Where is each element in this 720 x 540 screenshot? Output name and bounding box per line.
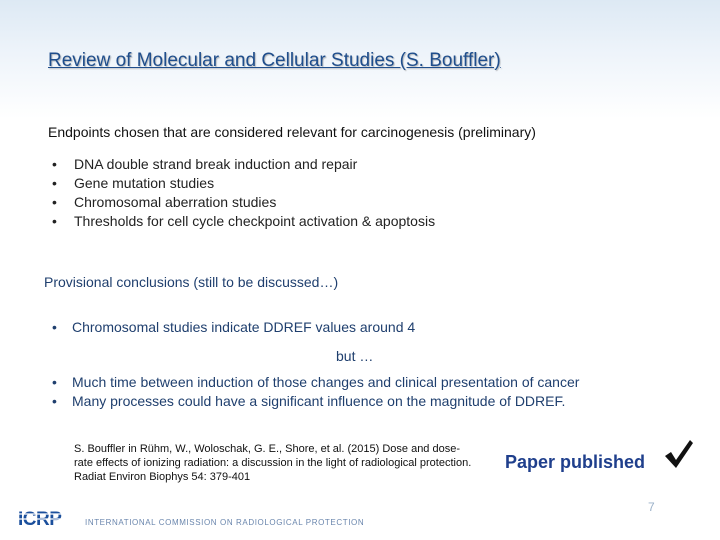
footer-org-name: INTERNATIONAL COMMISSION ON RADIOLOGICAL PROTECTION [85, 518, 365, 527]
endpoints-list [52, 155, 435, 231]
svg-text:ICRP: ICRP [18, 509, 62, 527]
reference-citation: S. Bouffler in Rühm, W., Woloschak, G. E., Shore, et al. (2015) Dose and dose-rate effects of ionizing radiation: a discussion in the light of radiological protection. Radiat Environ Biophys 54: 379-401 [74, 443, 472, 483]
slide-title: Review of Molecular and Cellular Studies (S. Bouffler) [48, 50, 501, 71]
list-item: • Chromosomal studies indicate DDREF values around 4 [52, 318, 415, 337]
paper-published-label: Paper published [505, 452, 646, 472]
conclusions-list-second [52, 373, 579, 411]
list-item: • Thresholds for cell cycle checkpoint activation & apoptosis [52, 212, 435, 231]
conclusions-heading: Provisional conclusions (still to be discussed…) [44, 274, 339, 290]
conclusions-list-first [52, 318, 415, 337]
list-item: • Chromosomal aberration studies [52, 193, 435, 212]
checkmark-icon [662, 438, 694, 470]
list-item: • Gene mutation studies [52, 174, 435, 193]
list-item: • Much time between induction of those changes and clinical presentation of cancer [52, 373, 579, 392]
but-text: but … [336, 348, 374, 364]
list-item: • Many processes could have a significant influence on the magnitude of DDREF. [52, 392, 579, 411]
endpoints-heading: Endpoints chosen that are considered relevant for carcinogenesis (preliminary) [48, 124, 536, 140]
list-item: • DNA double strand break induction and repair [52, 155, 435, 174]
page-number: 7 [648, 500, 655, 514]
icrp-logo [18, 509, 82, 527]
